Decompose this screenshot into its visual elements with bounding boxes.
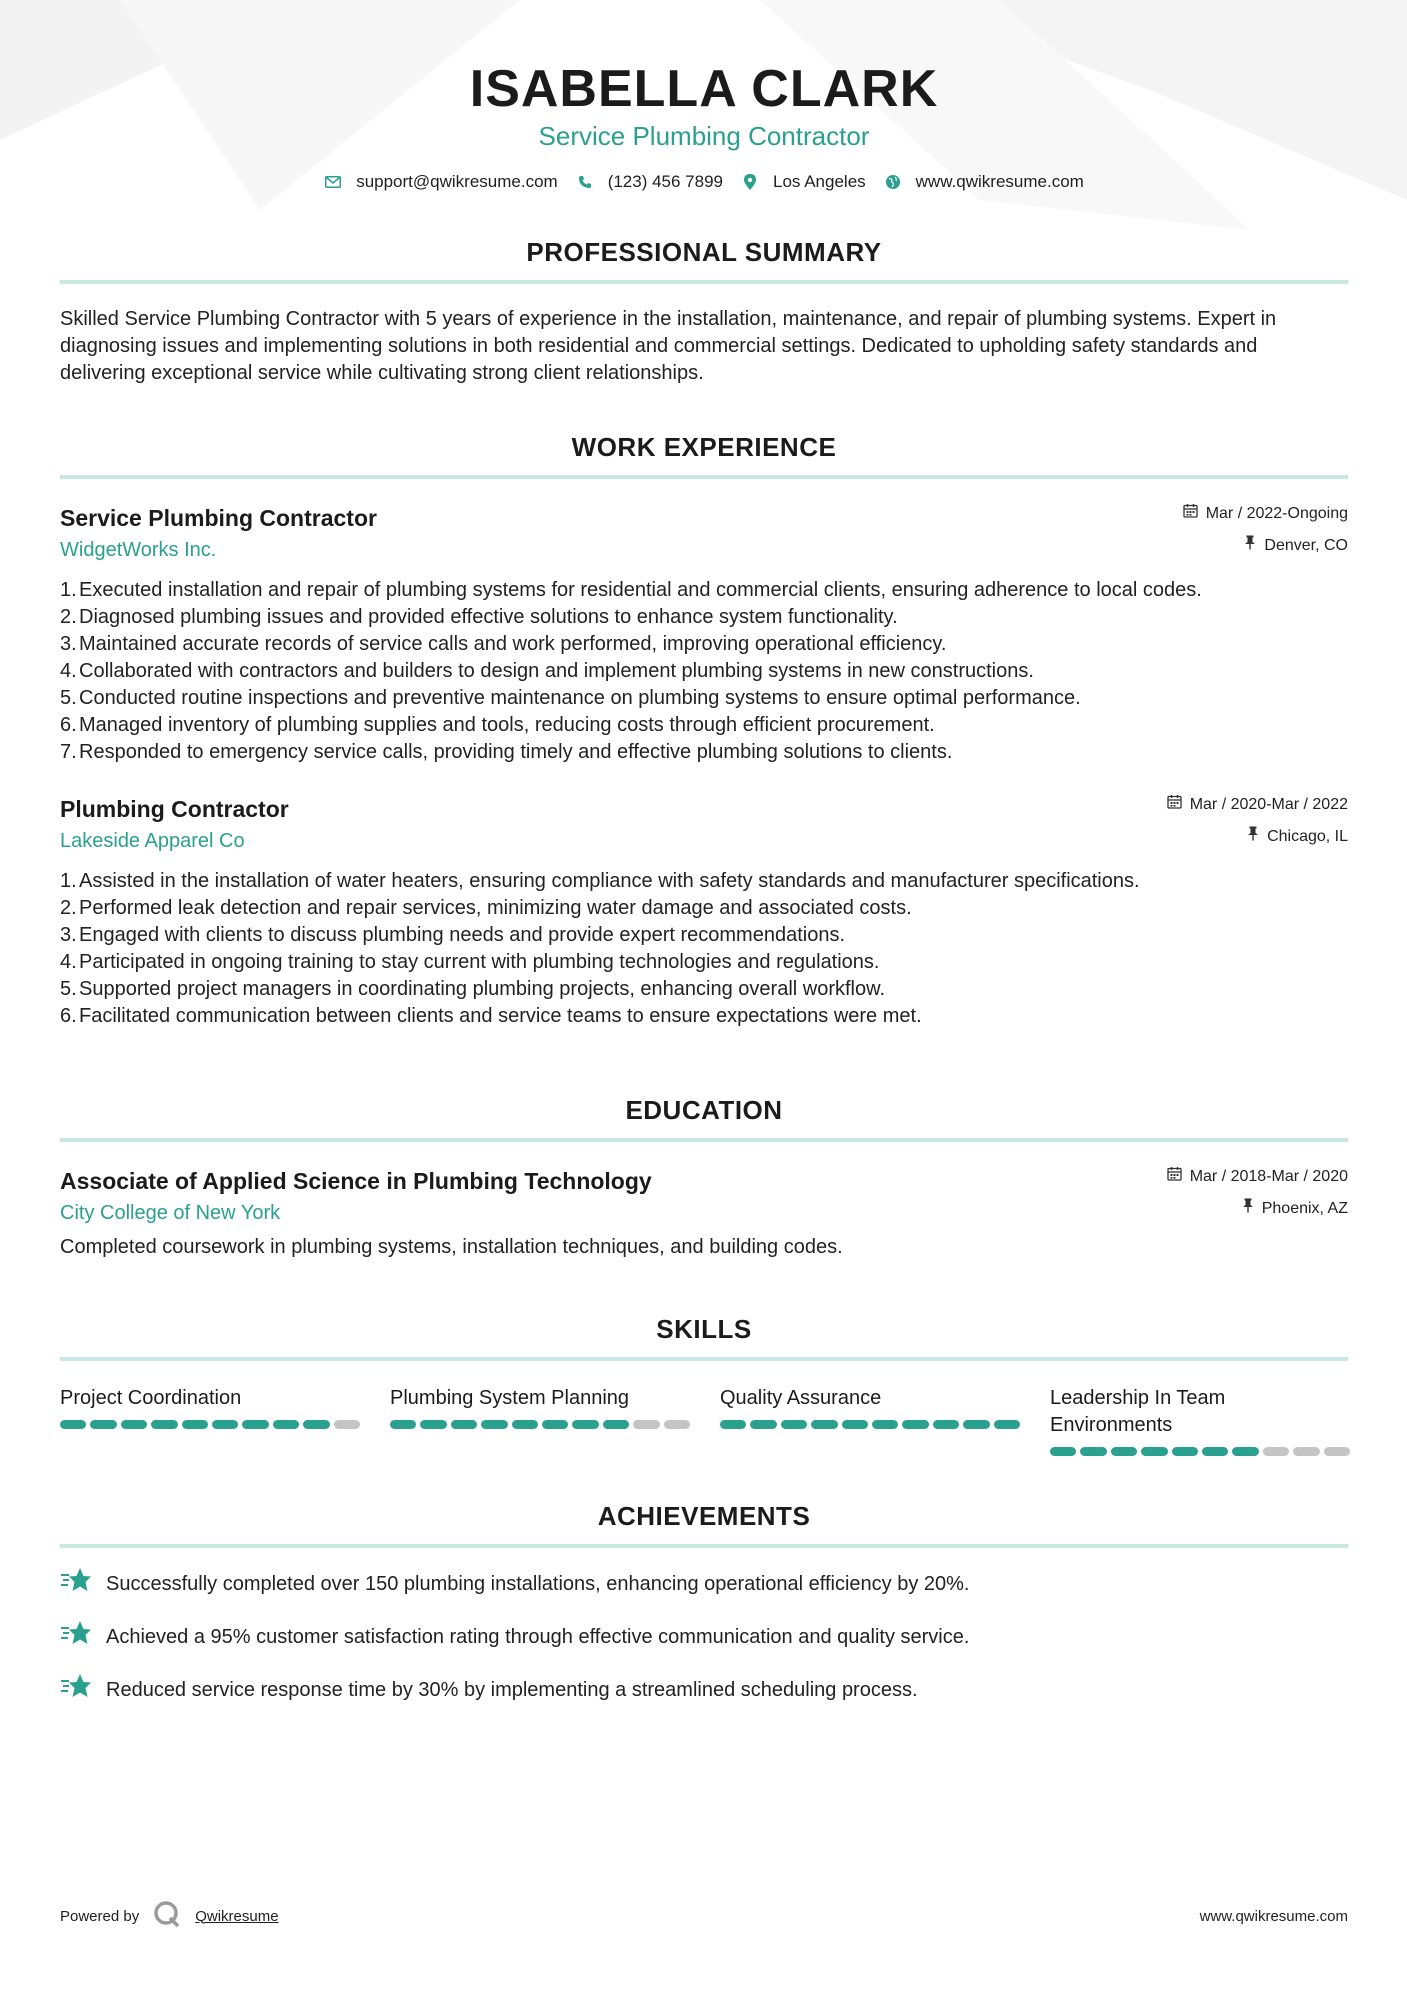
star-icon bbox=[60, 1566, 92, 1602]
skill-segment-empty bbox=[1293, 1447, 1319, 1456]
experience-section bbox=[60, 431, 1348, 1030]
calendar-icon bbox=[1167, 1166, 1182, 1188]
achievement-item: Reduced service response time by 30% by implementing a streamlined scheduling process. bbox=[60, 1672, 1348, 1708]
achievements-section bbox=[60, 1500, 1348, 1708]
contact-email[interactable] bbox=[324, 172, 558, 192]
skill-segment-filled bbox=[273, 1420, 299, 1429]
skill-segment-filled bbox=[1141, 1447, 1167, 1456]
experience-heading: WORK EXPERIENCE bbox=[571, 432, 837, 462]
skill-segment-filled bbox=[994, 1420, 1020, 1429]
calendar-icon bbox=[1167, 794, 1182, 816]
candidate-name: ISABELLA CLARK bbox=[469, 60, 939, 118]
section-divider bbox=[60, 1357, 1348, 1361]
footer-website[interactable]: www.qwikresume.com bbox=[1199, 1907, 1348, 1925]
skill-segment-filled bbox=[1080, 1447, 1106, 1456]
summary-heading: PROFESSIONAL SUMMARY bbox=[526, 237, 882, 267]
skill-level-meter bbox=[60, 1420, 360, 1429]
degree-title: Associate of Applied Science in Plumbing Technology bbox=[60, 1168, 652, 1194]
skill-segment-filled bbox=[1232, 1447, 1258, 1456]
skill-name: Quality Assurance bbox=[720, 1387, 882, 1409]
pushpin-icon bbox=[1244, 535, 1256, 557]
achievements-list bbox=[60, 1566, 1348, 1708]
education-dates: Mar / 2018-Mar / 2020 bbox=[1167, 1166, 1348, 1188]
education-location: Phoenix, AZ bbox=[1167, 1198, 1348, 1220]
skill-segment-filled bbox=[542, 1420, 568, 1429]
skill-segment-filled bbox=[512, 1420, 538, 1429]
contact-location bbox=[741, 172, 866, 192]
skill-segment-filled bbox=[781, 1420, 807, 1429]
job-title: Plumbing Contractor bbox=[60, 796, 289, 822]
resume-header bbox=[60, 0, 1348, 192]
school-name: City College of New York bbox=[60, 1202, 281, 1224]
job-title: Service Plumbing Contractor bbox=[60, 505, 377, 531]
skill-segment-filled bbox=[212, 1420, 238, 1429]
qwikresume-logo-icon bbox=[153, 1900, 181, 1932]
job-location: Denver, CO bbox=[1183, 535, 1348, 557]
map-pin-icon bbox=[741, 173, 759, 191]
skill-level-meter bbox=[720, 1420, 1020, 1429]
skill-segment-filled bbox=[121, 1420, 147, 1429]
list-item: 2. Diagnosed plumbing issues and provided effective solutions to enhance system functionality. bbox=[60, 606, 898, 628]
skill-name: Leadership In Team Environments bbox=[1050, 1387, 1226, 1436]
contact-location-text: Los Angeles bbox=[773, 172, 866, 191]
phone-icon bbox=[576, 173, 594, 191]
list-item: 3. Maintained accurate records of service calls and work performed, improving operational efficiency. bbox=[60, 633, 947, 655]
globe-icon bbox=[884, 173, 902, 191]
list-item: 6. Facilitated communication between clients and service teams to ensure expectations were met. bbox=[60, 1005, 922, 1027]
list-item: 6. Managed inventory of plumbing supplies and tools, reducing costs through efficient procurement. bbox=[60, 714, 935, 736]
powered-by bbox=[60, 1900, 279, 1932]
brand-link[interactable]: Qwikresume bbox=[195, 1907, 279, 1925]
list-item: 3. Engaged with clients to discuss plumbing needs and provide expert recommendations. bbox=[60, 924, 845, 946]
education-description: Completed coursework in plumbing systems, installation techniques, and building codes. bbox=[60, 1236, 843, 1258]
skill-segment-filled bbox=[842, 1420, 868, 1429]
job-entry bbox=[60, 794, 1348, 1030]
list-item: 7. Responded to emergency service calls, providing timely and effective plumbing solutions to clients. bbox=[60, 741, 953, 763]
envelope-icon bbox=[324, 173, 342, 191]
skills-heading: SKILLS bbox=[656, 1314, 752, 1344]
achievement-item: Successfully completed over 150 plumbing installations, enhancing operational efficiency by 20%. bbox=[60, 1566, 1348, 1602]
skill-segment-filled bbox=[481, 1420, 507, 1429]
education-section bbox=[60, 1094, 1348, 1261]
job-dates: Mar / 2022-Ongoing bbox=[1183, 503, 1348, 525]
contact-email-text: support@qwikresume.com bbox=[356, 172, 558, 191]
skill-segment-filled bbox=[420, 1420, 446, 1429]
section-divider bbox=[60, 280, 1348, 284]
skill-segment-empty bbox=[633, 1420, 659, 1429]
skill-segment-empty bbox=[1263, 1447, 1289, 1456]
list-item: 5. Conducted routine inspections and preventive maintenance on plumbing systems to ensure optimal performance. bbox=[60, 687, 1081, 709]
list-item: 4. Participated in ongoing training to stay current with plumbing technologies and regulations. bbox=[60, 951, 880, 973]
company-name: WidgetWorks Inc. bbox=[60, 539, 217, 561]
list-item: 1. Assisted in the installation of water heaters, ensuring compliance with safety standards and manufacturer specifications. bbox=[60, 870, 1140, 892]
education-heading: EDUCATION bbox=[625, 1095, 783, 1125]
job-dates: Mar / 2020-Mar / 2022 bbox=[1167, 794, 1348, 816]
star-icon bbox=[60, 1672, 92, 1708]
section-divider bbox=[60, 1138, 1348, 1142]
skill-segment-empty bbox=[334, 1420, 360, 1429]
page-footer bbox=[60, 1900, 1348, 1932]
skill-segment-filled bbox=[1111, 1447, 1137, 1456]
summary-section bbox=[60, 236, 1348, 387]
contact-website[interactable] bbox=[884, 172, 1084, 192]
skill-segment-filled bbox=[603, 1420, 629, 1429]
star-icon bbox=[60, 1619, 92, 1655]
contact-bar bbox=[60, 172, 1348, 192]
skill-segment-filled bbox=[902, 1420, 928, 1429]
skill-segment-filled bbox=[90, 1420, 116, 1429]
skill-segment-filled bbox=[872, 1420, 898, 1429]
job-bullets bbox=[60, 868, 1348, 1030]
skill-segment-filled bbox=[242, 1420, 268, 1429]
job-entry bbox=[60, 503, 1348, 766]
summary-text: Skilled Service Plumbing Contractor with 5 years of experience in the installation, maintenance, and repair of plumbing systems. Expert in diagnosing issues and implementing solutions in both residential and commercial settings. Dedicated to upholding safety standards and delivering exceptional service while cultivating strong client relationships. bbox=[60, 308, 1277, 384]
skill-segment-empty bbox=[1324, 1447, 1350, 1456]
skill-segment-filled bbox=[1050, 1447, 1076, 1456]
section-divider bbox=[60, 1544, 1348, 1548]
candidate-title: Service Plumbing Contractor bbox=[538, 121, 870, 151]
contact-phone[interactable] bbox=[576, 172, 723, 192]
skill-item bbox=[60, 1385, 360, 1456]
skill-segment-empty bbox=[664, 1420, 690, 1429]
skill-segment-filled bbox=[451, 1420, 477, 1429]
contact-phone-text: (123) 456 7899 bbox=[607, 172, 724, 191]
skill-segment-filled bbox=[963, 1420, 989, 1429]
contact-website-text: www.qwikresume.com bbox=[915, 172, 1084, 191]
skill-segment-filled bbox=[811, 1420, 837, 1429]
skill-level-meter bbox=[1050, 1447, 1350, 1456]
skill-segment-filled bbox=[1202, 1447, 1228, 1456]
skill-segment-filled bbox=[933, 1420, 959, 1429]
job-bullets bbox=[60, 577, 1348, 766]
list-item: 2. Performed leak detection and repair services, minimizing water damage and associated costs. bbox=[60, 897, 912, 919]
achievements-heading: ACHIEVEMENTS bbox=[597, 1501, 811, 1531]
pushpin-icon bbox=[1247, 826, 1259, 848]
list-item: 4. Collaborated with contractors and builders to design and implement plumbing systems in new constructions. bbox=[60, 660, 1034, 682]
education-entry bbox=[60, 1166, 1348, 1261]
calendar-icon bbox=[1183, 503, 1198, 525]
skill-name: Plumbing System Planning bbox=[390, 1387, 630, 1409]
skill-segment-filled bbox=[303, 1420, 329, 1429]
skill-segment-filled bbox=[151, 1420, 177, 1429]
skill-name: Project Coordination bbox=[60, 1387, 242, 1409]
section-divider bbox=[60, 475, 1348, 479]
pushpin-icon bbox=[1242, 1198, 1254, 1220]
skill-segment-filled bbox=[572, 1420, 598, 1429]
job-location: Chicago, IL bbox=[1167, 826, 1348, 848]
skills-row bbox=[60, 1385, 1348, 1456]
powered-by-label: Powered by bbox=[60, 1907, 140, 1925]
skill-segment-filled bbox=[60, 1420, 86, 1429]
skill-level-meter bbox=[390, 1420, 690, 1429]
achievement-item: Achieved a 95% customer satisfaction rating through effective communication and quality service. bbox=[60, 1619, 1348, 1655]
list-item: 5. Supported project managers in coordinating plumbing projects, enhancing overall workflow. bbox=[60, 978, 886, 1000]
skill-segment-filled bbox=[1172, 1447, 1198, 1456]
skill-item bbox=[1050, 1385, 1350, 1456]
skill-segment-filled bbox=[182, 1420, 208, 1429]
company-name: Lakeside Apparel Co bbox=[60, 830, 245, 852]
skills-section bbox=[60, 1313, 1348, 1456]
skill-segment-filled bbox=[750, 1420, 776, 1429]
skill-item bbox=[720, 1385, 1020, 1456]
skill-segment-filled bbox=[720, 1420, 746, 1429]
skill-item bbox=[390, 1385, 690, 1456]
skill-segment-filled bbox=[390, 1420, 416, 1429]
list-item: 1. Executed installation and repair of plumbing systems for residential and commercial clients, ensuring adherence to local codes. bbox=[60, 579, 1202, 601]
